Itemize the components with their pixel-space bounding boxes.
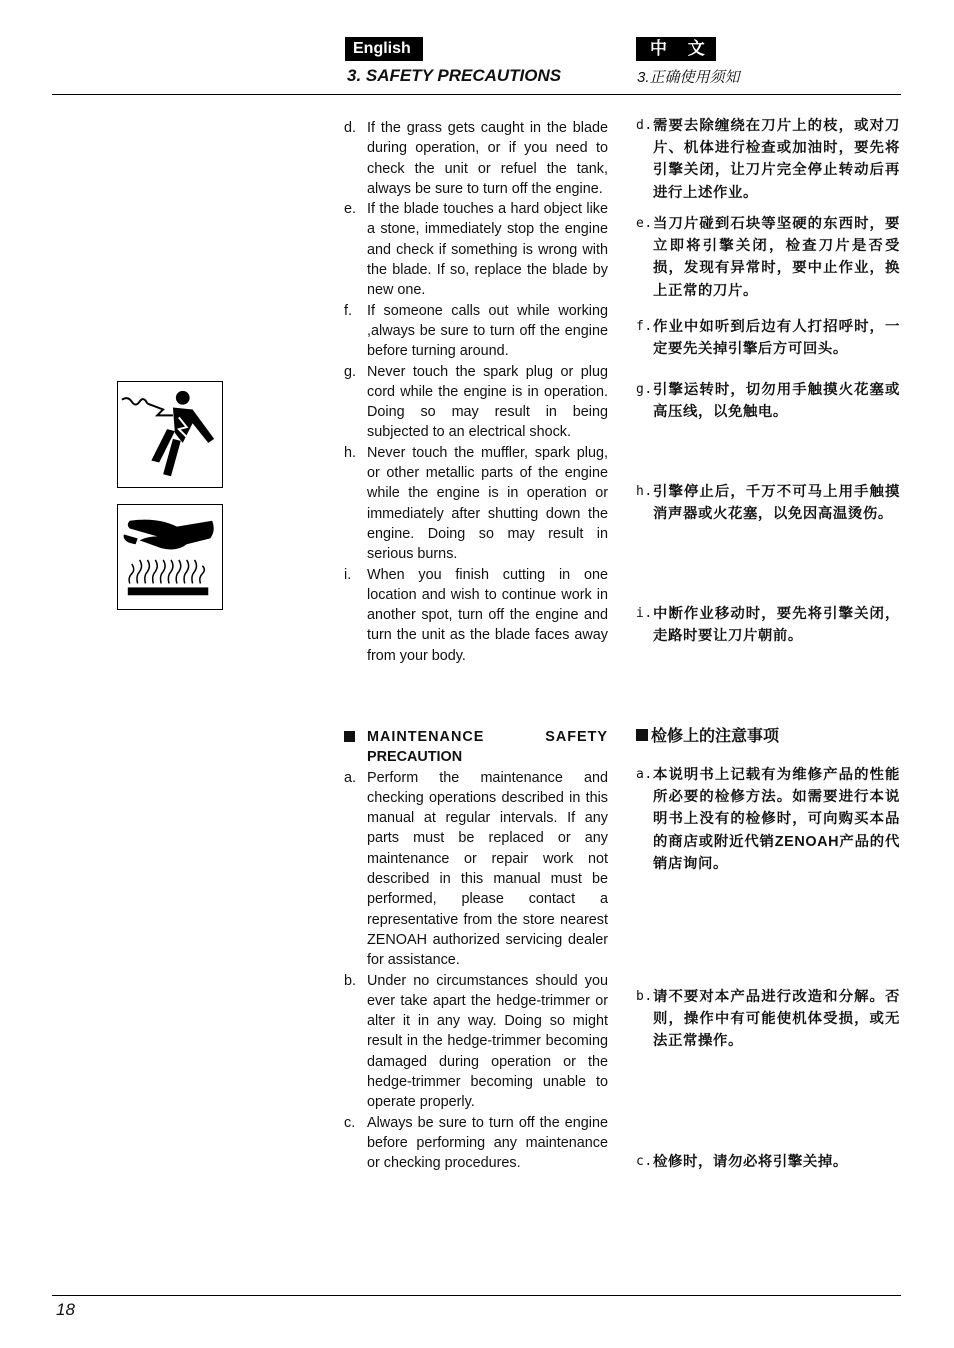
chinese-maint-item-b: b. 请不要对本产品进行改造和分解。否则，操作中有可能使机体受损，或无法正常操作。	[636, 989, 900, 1050]
section-title-english: 3. SAFETY PRECAUTIONS	[347, 66, 562, 85]
english-item-g: g. Never touch the spark plug or plug cord while the engine is in operation. Doing so may result in being subjected to an electrical shock.	[344, 363, 608, 441]
header-rule	[52, 94, 901, 95]
english-maint-item-a: a. Perform the maintenance and checking operations described in this manual at regular intervals. If any parts must be replaced or any maintenance or repair work not described in this manual must be performed, please contact a representative from the store nearest ZENOAH authorized servicing dealer for assistance.	[344, 769, 608, 969]
english-item-e: e. If the blade touches a hard object like a stone, immediately stop the engine and check if something is wrong with the blade. If so, replace the blade by new one.	[344, 201, 608, 299]
english-maint-item-b: b. Under no circumstances should you ever take apart the hedge-trimmer or alter it in any way. Doing so might result in the hedge-trimmer becoming damaged during operation or the hedge-trimmer becoming unable to operate properly.	[344, 972, 608, 1111]
language-tag-chinese: 中 文	[636, 37, 716, 61]
chinese-item-d: d. 需要去除缠绕在刀片上的枝，或对刀片、机体进行检查或加油时，要先将引擎关闭，让刀片完全停止转动后再进行上述作业。	[636, 118, 900, 201]
chinese-item-g: g. 引擎运转时，切勿用手触摸火花塞或高压线，以免触电。	[636, 382, 900, 421]
chinese-item-h: h. 引擎停止后，千万不可马上用手触摸消声器或火花塞，以免因高温烫伤。	[636, 484, 900, 523]
page-number: 18	[56, 1300, 75, 1319]
english-maint-item-c: c. Always be sure to turn off the engine before performing any maintenance or checking procedures.	[344, 1114, 608, 1172]
maintenance-heading-chinese: 检修上的注意事项	[636, 723, 779, 746]
english-item-i: i. When you finish cutting in one location and wish to continue work in another spot, turn off the engine and turn the unit as the blade faces away from your body.	[344, 566, 608, 664]
language-tag-english: English	[345, 37, 423, 61]
chinese-item-e: e. 当刀片碰到石块等坚硬的东西时，要立即将引擎关闭，检查刀片是否受损，发现有异常时，要中止作业，换上正常的刀片。	[636, 216, 900, 299]
section-title-chinese: 3.正确使用须知	[637, 69, 740, 86]
electric-shock-warning-icon	[117, 381, 223, 488]
english-item-d: d. If the grass gets caught in the blade during operation, or if you need to check the unit or refuel the tank, always be sure to turn off the engine.	[344, 120, 608, 197]
chinese-maint-item-a: a. 本说明书上记载有为维修产品的性能所必要的检修方法。如需要进行本说明书上没有的检修时，可向购买本品的商店或附近代销ZENOAH产品的代销店询问。	[636, 767, 900, 872]
footer-rule	[52, 1295, 901, 1296]
chinese-item-f: f. 作业中如听到后边有人打招呼时，一定要先关掉引擎后方可回头。	[636, 319, 900, 358]
english-safety-list	[344, 118, 608, 666]
square-bullet-icon	[344, 731, 355, 742]
english-item-h: h. Never touch the muffler, spark plug, or other metallic parts of the engine while the engine is in operation or immediately after shutting down the engine. Doing so may result in serious burns.	[344, 444, 608, 563]
chinese-maint-item-c: c. 检修时，请勿必将引擎关掉。	[636, 1154, 848, 1170]
hot-surface-warning-icon	[117, 504, 223, 610]
square-bullet-icon	[636, 729, 648, 741]
maintenance-heading-english: MAINTENANCE SAFETY PRECAUTION	[344, 727, 608, 768]
english-maintenance-section	[344, 727, 608, 1174]
chinese-item-i: i. 中断作业移动时，要先将引擎关闭，走路时要让刀片朝前。	[636, 606, 900, 645]
english-item-f: f. If someone calls out while working ,always be sure to turn off the engine before turning around.	[344, 302, 608, 360]
